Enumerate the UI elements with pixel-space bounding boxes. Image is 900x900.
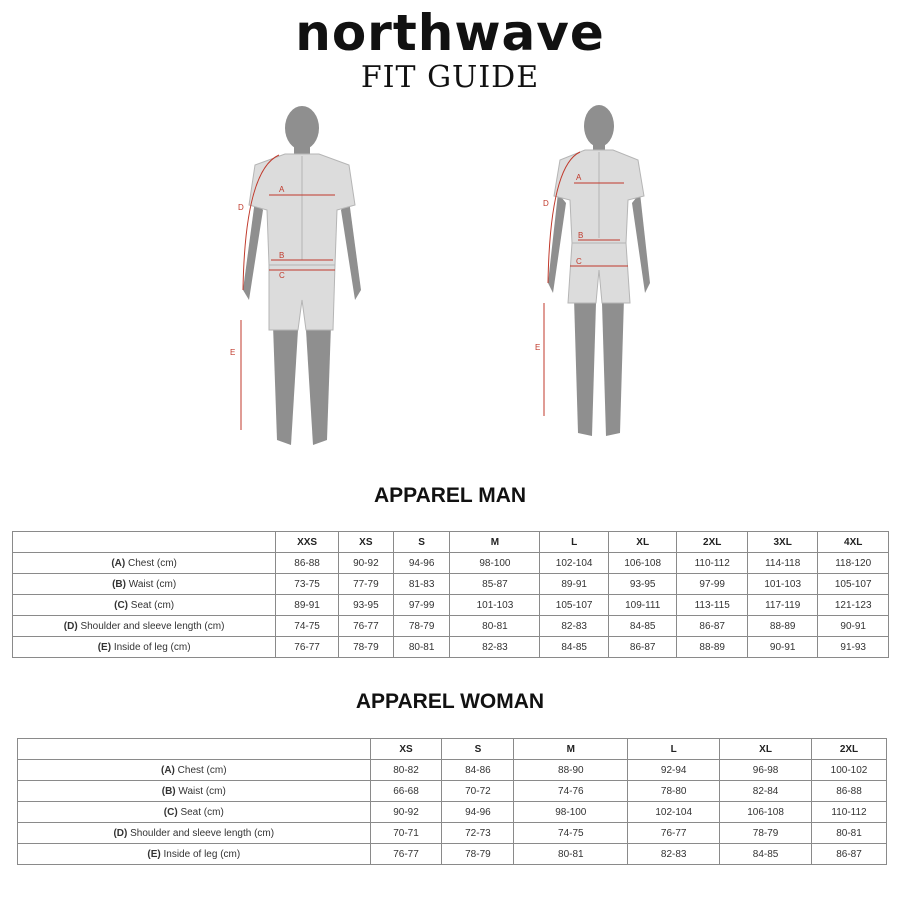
table-row [18, 844, 887, 865]
table-cell: 70-71 [370, 823, 442, 844]
table-row [18, 802, 887, 823]
man-label-c: C [279, 271, 285, 280]
table-cell: 94-96 [393, 553, 450, 574]
table-row [13, 616, 889, 637]
table-cell: 80-81 [514, 844, 628, 865]
man-label-e: E [230, 348, 236, 357]
table-cell: 101-103 [450, 595, 540, 616]
table-row [18, 781, 887, 802]
table-cell: 109-111 [608, 595, 677, 616]
man-right-arm [341, 200, 361, 300]
woman-size-header: L [628, 739, 720, 760]
table-cell: 94-96 [442, 802, 514, 823]
table-cell: 106-108 [608, 553, 677, 574]
table-cell: 90-92 [338, 553, 393, 574]
table-cell: 84-86 [442, 760, 514, 781]
table-cell: 66-68 [370, 781, 442, 802]
table-cell: 74-76 [514, 781, 628, 802]
table-cell: 90-92 [370, 802, 442, 823]
table-cell: 80-82 [370, 760, 442, 781]
woman-shorts [568, 243, 630, 303]
page-subtitle: FIT GUIDE [360, 60, 540, 95]
man-head [285, 106, 319, 150]
table-cell: 105-107 [818, 574, 889, 595]
measure-label: (C) Seat (cm) [18, 802, 371, 823]
man-header-empty [13, 532, 276, 553]
man-label-d: D [238, 203, 244, 212]
woman-size-header: XL [720, 739, 812, 760]
man-size-table [12, 531, 889, 658]
table-cell: 76-77 [370, 844, 442, 865]
man-left-leg [273, 325, 298, 445]
northwave-logo [275, 8, 625, 58]
man-size-header: 4XL [818, 532, 889, 553]
measure-label: (B) Waist (cm) [18, 781, 371, 802]
man-figure [225, 100, 375, 455]
woman-size-header: S [442, 739, 514, 760]
table-cell: 84-85 [540, 637, 609, 658]
woman-size-header: XS [370, 739, 442, 760]
woman-left-arm [548, 193, 566, 293]
measure-label: (E) Inside of leg (cm) [13, 637, 276, 658]
table-cell: 77-79 [338, 574, 393, 595]
table-cell: 110-112 [677, 553, 747, 574]
table-row [13, 637, 889, 658]
table-cell: 97-99 [393, 595, 450, 616]
table-cell: 81-83 [393, 574, 450, 595]
table-cell: 84-85 [720, 844, 812, 865]
table-cell: 114-118 [747, 553, 817, 574]
table-row [13, 595, 889, 616]
table-cell: 117-119 [747, 595, 817, 616]
table-cell: 88-89 [677, 637, 747, 658]
table-cell: 82-84 [720, 781, 812, 802]
table-cell: 91-93 [818, 637, 889, 658]
table-cell: 89-91 [276, 595, 339, 616]
table-cell: 90-91 [747, 637, 817, 658]
brand-logo-text: northwave [295, 8, 605, 58]
table-cell: 72-73 [442, 823, 514, 844]
man-size-header: 2XL [677, 532, 747, 553]
table-cell: 121-123 [818, 595, 889, 616]
man-size-header: S [393, 532, 450, 553]
man-table-title: APPAREL MAN [373, 484, 527, 507]
man-size-header: XL [608, 532, 677, 553]
table-cell: 78-80 [628, 781, 720, 802]
table-cell: 78-79 [393, 616, 450, 637]
table-row [18, 823, 887, 844]
man-right-leg [306, 325, 331, 445]
measure-label: (B) Waist (cm) [13, 574, 276, 595]
woman-size-header: 2XL [812, 739, 887, 760]
table-cell: 78-79 [442, 844, 514, 865]
woman-left-leg [574, 298, 596, 436]
measure-label: (A) Chest (cm) [13, 553, 276, 574]
woman-label-e: E [535, 343, 541, 352]
table-cell: 110-112 [812, 802, 887, 823]
table-cell: 93-95 [338, 595, 393, 616]
table-cell: 76-77 [276, 637, 339, 658]
table-cell: 113-115 [677, 595, 747, 616]
measure-label: (A) Chest (cm) [18, 760, 371, 781]
table-cell: 84-85 [608, 616, 677, 637]
woman-right-arm [632, 193, 650, 293]
measure-label: (D) Shoulder and sleeve length (cm) [18, 823, 371, 844]
table-cell: 92-94 [628, 760, 720, 781]
table-cell: 82-83 [540, 616, 609, 637]
woman-figure [530, 98, 660, 443]
man-header-row [13, 532, 889, 553]
table-row [18, 760, 887, 781]
woman-header-row [18, 739, 887, 760]
table-cell: 98-100 [514, 802, 628, 823]
table-cell: 96-98 [720, 760, 812, 781]
table-cell: 106-108 [720, 802, 812, 823]
woman-head [584, 105, 614, 147]
table-cell: 76-77 [338, 616, 393, 637]
woman-label-a: A [576, 173, 582, 182]
table-cell: 89-91 [540, 574, 609, 595]
table-cell: 73-75 [276, 574, 339, 595]
table-cell: 70-72 [442, 781, 514, 802]
table-cell: 82-83 [450, 637, 540, 658]
table-cell: 80-81 [393, 637, 450, 658]
woman-header-empty [18, 739, 371, 760]
table-cell: 74-75 [276, 616, 339, 637]
man-label-a: A [279, 185, 285, 194]
table-row [13, 574, 889, 595]
table-cell: 93-95 [608, 574, 677, 595]
woman-size-header: M [514, 739, 628, 760]
table-cell: 101-103 [747, 574, 817, 595]
table-cell: 86-87 [608, 637, 677, 658]
table-cell: 98-100 [450, 553, 540, 574]
man-size-header: L [540, 532, 609, 553]
man-size-header: XS [338, 532, 393, 553]
table-cell: 105-107 [540, 595, 609, 616]
table-cell: 80-81 [450, 616, 540, 637]
man-left-arm [243, 200, 263, 300]
woman-label-b: B [578, 231, 584, 240]
woman-table-title: APPAREL WOMAN [355, 690, 545, 713]
man-label-b: B [279, 251, 285, 260]
woman-right-leg [602, 298, 624, 436]
table-cell: 100-102 [812, 760, 887, 781]
table-cell: 80-81 [812, 823, 887, 844]
table-cell: 118-120 [818, 553, 889, 574]
table-cell: 88-89 [747, 616, 817, 637]
table-cell: 102-104 [628, 802, 720, 823]
table-cell: 102-104 [540, 553, 609, 574]
table-cell: 74-75 [514, 823, 628, 844]
measure-label: (D) Shoulder and sleeve length (cm) [13, 616, 276, 637]
table-cell: 97-99 [677, 574, 747, 595]
table-cell: 88-90 [514, 760, 628, 781]
man-size-header: XXS [276, 532, 339, 553]
table-cell: 86-87 [677, 616, 747, 637]
table-cell: 82-83 [628, 844, 720, 865]
table-cell: 85-87 [450, 574, 540, 595]
woman-size-table [17, 738, 887, 865]
woman-label-d: D [543, 199, 549, 208]
measure-label: (E) Inside of leg (cm) [18, 844, 371, 865]
man-size-header: 3XL [747, 532, 817, 553]
measure-label: (C) Seat (cm) [13, 595, 276, 616]
table-cell: 86-87 [812, 844, 887, 865]
table-cell: 90-91 [818, 616, 889, 637]
table-cell: 86-88 [812, 781, 887, 802]
table-cell: 86-88 [276, 553, 339, 574]
table-cell: 76-77 [628, 823, 720, 844]
table-cell: 78-79 [720, 823, 812, 844]
woman-label-c: C [576, 257, 582, 266]
man-size-header: M [450, 532, 540, 553]
table-cell: 78-79 [338, 637, 393, 658]
table-row [13, 553, 889, 574]
